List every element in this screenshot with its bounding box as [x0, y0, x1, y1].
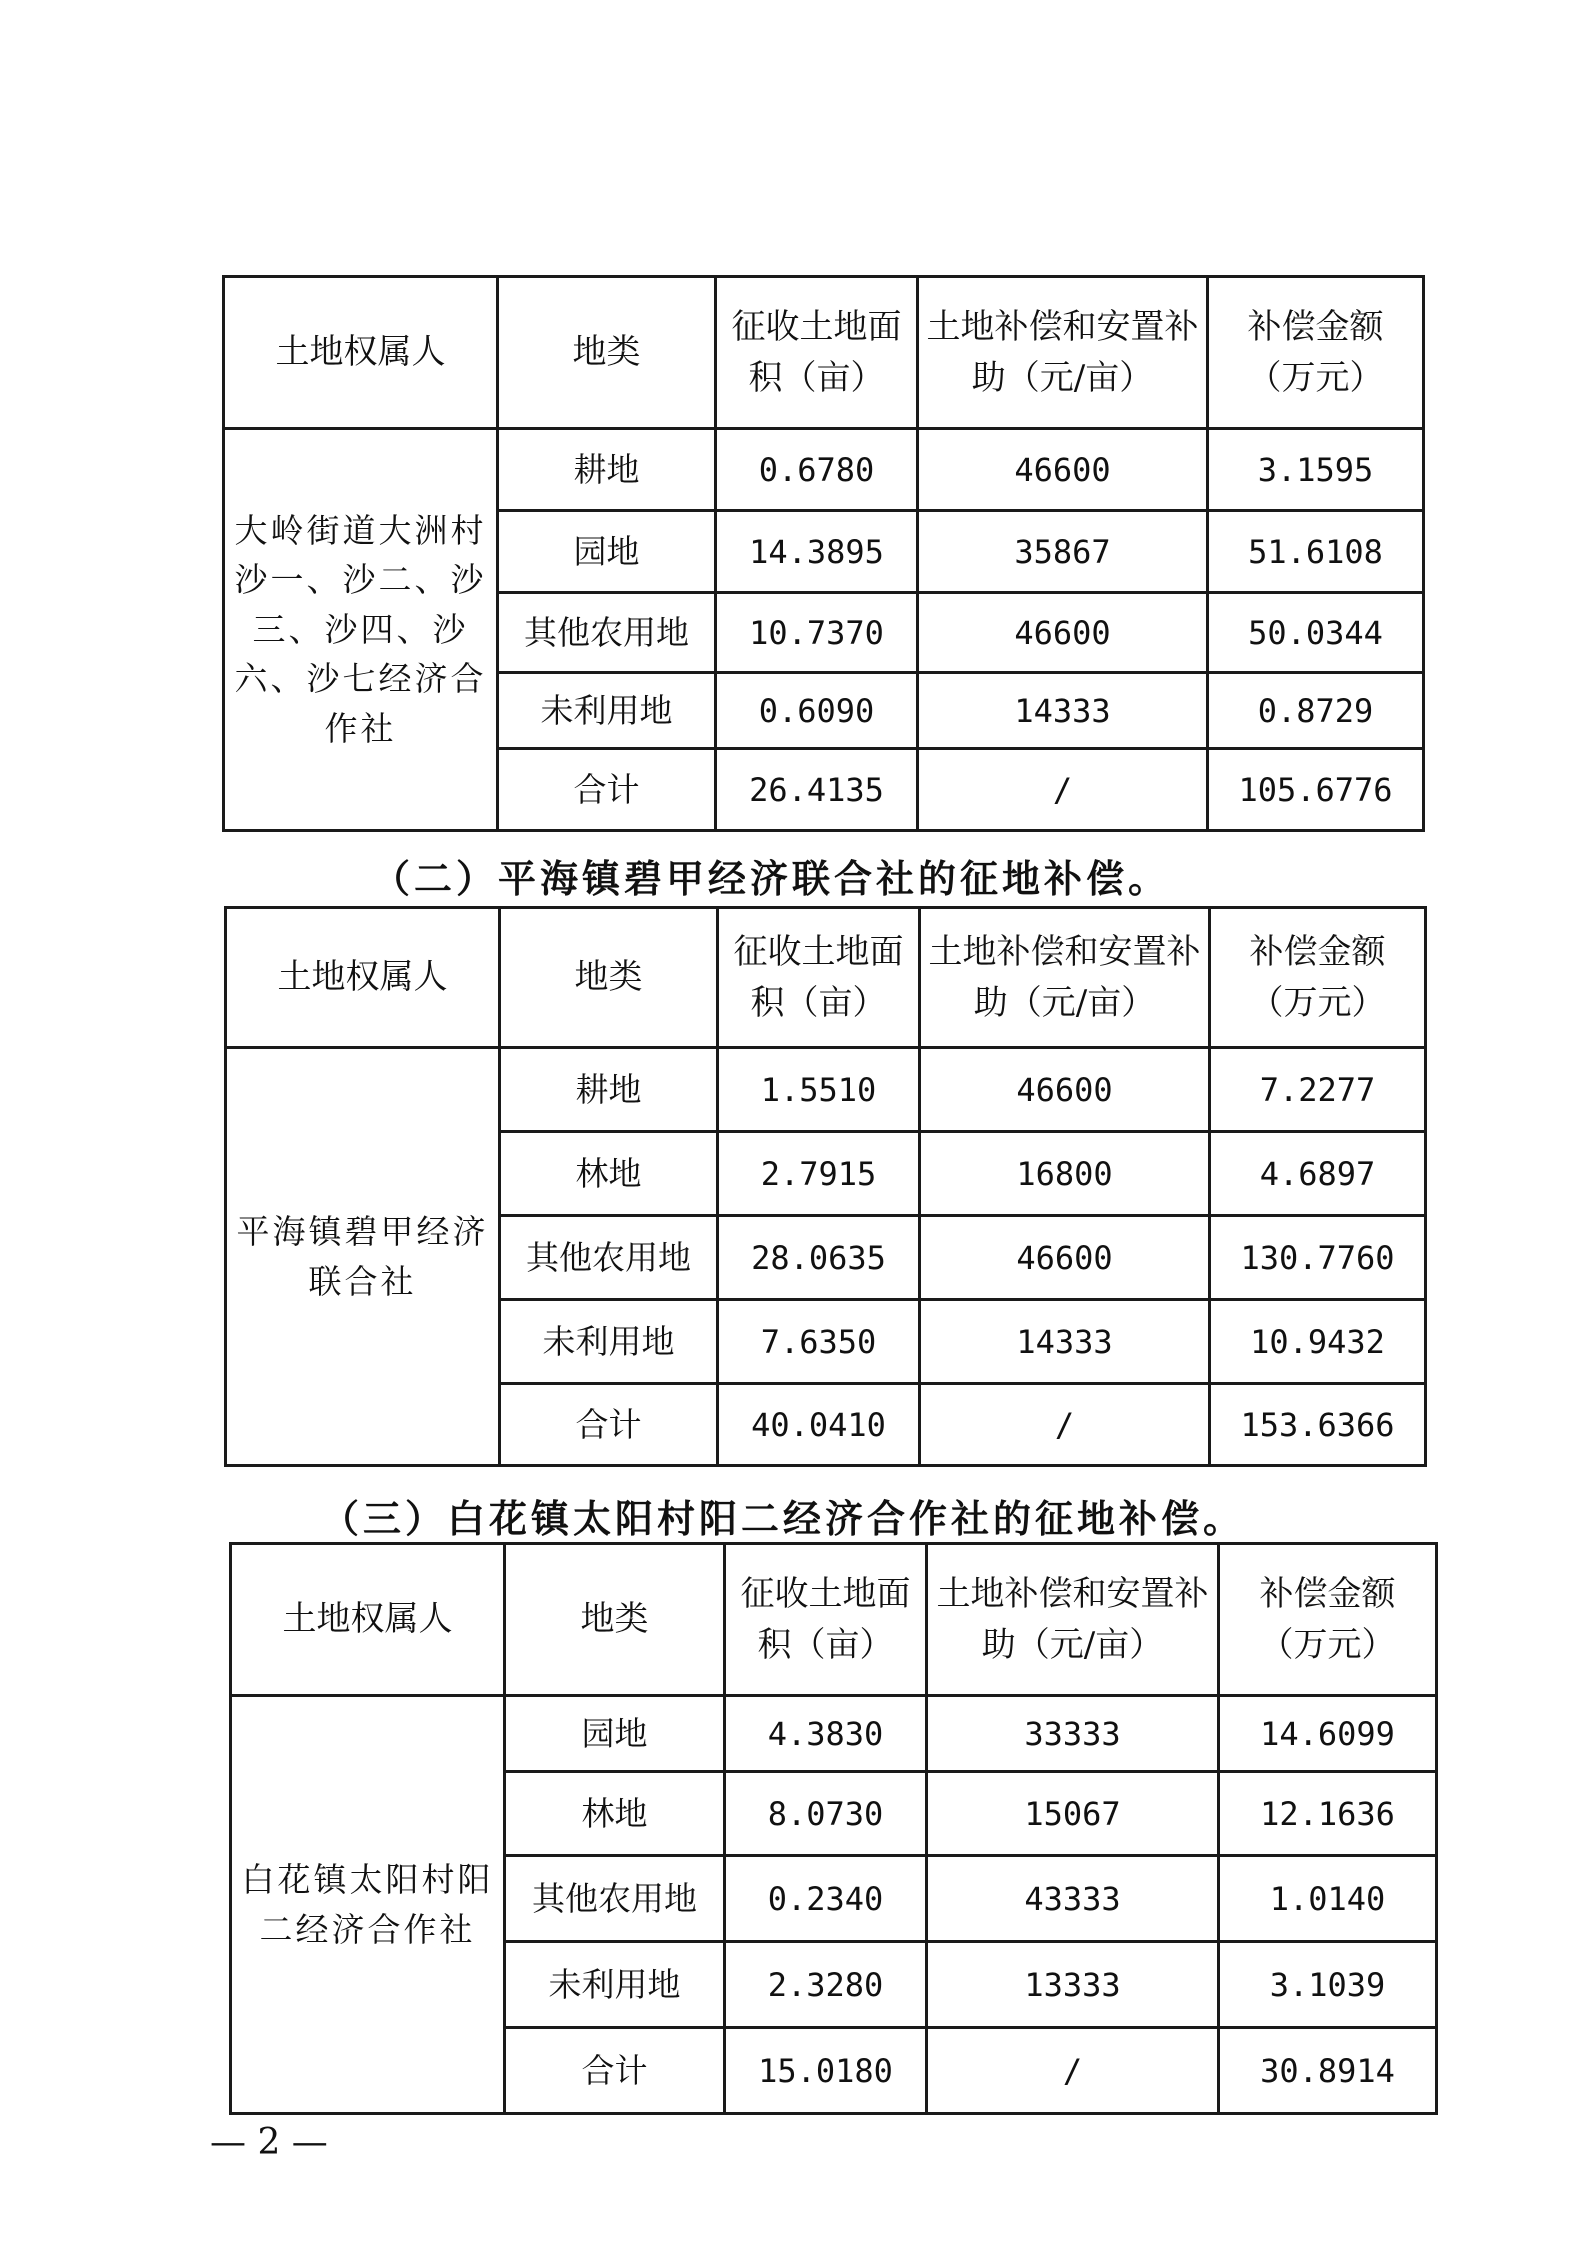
- area: 0.6780: [716, 429, 918, 511]
- land-type: 耕地: [500, 1048, 718, 1132]
- header-amount: 补偿金额（万元）: [1208, 277, 1424, 429]
- rate: 46600: [920, 1216, 1210, 1300]
- header-owner: 土地权属人: [224, 277, 498, 429]
- header-land-type: 地类: [505, 1544, 725, 1696]
- compensation-table-2: [224, 906, 1427, 1467]
- land-owner: 平海镇碧甲经济联合社: [226, 1048, 500, 1466]
- header-owner: 土地权属人: [226, 908, 500, 1048]
- land-type: 合计: [500, 1384, 718, 1466]
- amount: 4.6897: [1210, 1132, 1426, 1216]
- rate: 16800: [920, 1132, 1210, 1216]
- land-type: 林地: [500, 1132, 718, 1216]
- rate: /: [920, 1384, 1210, 1466]
- header-owner: 土地权属人: [231, 1544, 505, 1696]
- land-type: 合计: [498, 749, 716, 831]
- amount: 3.1595: [1208, 429, 1424, 511]
- table-row: [224, 429, 1424, 511]
- land-type: 园地: [498, 511, 716, 593]
- rate: 15067: [927, 1772, 1219, 1856]
- land-type: 合计: [505, 2028, 725, 2114]
- rate: 46600: [920, 1048, 1210, 1132]
- rate: 35867: [918, 511, 1208, 593]
- area: 0.6090: [716, 673, 918, 749]
- header-land-type: 地类: [500, 908, 718, 1048]
- rate: 46600: [918, 429, 1208, 511]
- table-row: [226, 1048, 1426, 1132]
- amount: 153.6366: [1210, 1384, 1426, 1466]
- area: 15.0180: [725, 2028, 927, 2114]
- land-owner: 白花镇太阳村阳二经济合作社: [231, 1696, 505, 2114]
- land-type: 其他农用地: [505, 1856, 725, 1942]
- area: 26.4135: [716, 749, 918, 831]
- land-type: 未利用地: [498, 673, 716, 749]
- header-amount: 补偿金额（万元）: [1210, 908, 1426, 1048]
- section-heading-2: （二）平海镇碧甲经济联合社的征地补偿。: [371, 857, 1170, 901]
- rate: /: [918, 749, 1208, 831]
- area: 7.6350: [718, 1300, 920, 1384]
- area: 2.7915: [718, 1132, 920, 1216]
- rate: 14333: [920, 1300, 1210, 1384]
- rate: 46600: [918, 593, 1208, 673]
- rate: 13333: [927, 1942, 1219, 2028]
- rate: /: [927, 2028, 1219, 2114]
- area: 28.0635: [718, 1216, 920, 1300]
- amount: 14.6099: [1219, 1696, 1437, 1772]
- header-rate: 土地补偿和安置补助（元/亩）: [927, 1544, 1219, 1696]
- page-number: — 2 —: [210, 2122, 328, 2163]
- land-type: 耕地: [498, 429, 716, 511]
- area: 4.3830: [725, 1696, 927, 1772]
- amount: 3.1039: [1219, 1942, 1437, 2028]
- amount: 50.0344: [1208, 593, 1424, 673]
- rate: 33333: [927, 1696, 1219, 1772]
- amount: 10.9432: [1210, 1300, 1426, 1384]
- rate: 14333: [918, 673, 1208, 749]
- amount: 105.6776: [1208, 749, 1424, 831]
- table-row: [231, 1696, 1437, 1772]
- land-owner: 大岭街道大洲村沙一、沙二、沙三、沙四、沙六、沙七经济合作社: [224, 429, 498, 831]
- compensation-table-1: [222, 275, 1425, 832]
- land-type: 其他农用地: [498, 593, 716, 673]
- header-land-type: 地类: [498, 277, 716, 429]
- area: 10.7370: [716, 593, 918, 673]
- area: 14.3895: [716, 511, 918, 593]
- section-heading-3: （三）白花镇太阳村阳二经济合作社的征地补偿。: [320, 1497, 1245, 1541]
- header-area: 征收土地面积（亩）: [725, 1544, 927, 1696]
- rate: 43333: [927, 1856, 1219, 1942]
- land-type: 林地: [505, 1772, 725, 1856]
- amount: 1.0140: [1219, 1856, 1437, 1942]
- header-area: 征收土地面积（亩）: [718, 908, 920, 1048]
- amount: 130.7760: [1210, 1216, 1426, 1300]
- amount: 0.8729: [1208, 673, 1424, 749]
- area: 2.3280: [725, 1942, 927, 2028]
- land-type: 未利用地: [505, 1942, 725, 2028]
- header-area: 征收土地面积（亩）: [716, 277, 918, 429]
- land-type: 其他农用地: [500, 1216, 718, 1300]
- land-type: 未利用地: [500, 1300, 718, 1384]
- area: 8.0730: [725, 1772, 927, 1856]
- header-rate: 土地补偿和安置补助（元/亩）: [920, 908, 1210, 1048]
- area: 40.0410: [718, 1384, 920, 1466]
- land-type: 园地: [505, 1696, 725, 1772]
- area: 1.5510: [718, 1048, 920, 1132]
- area: 0.2340: [725, 1856, 927, 1942]
- header-amount: 补偿金额（万元）: [1219, 1544, 1437, 1696]
- header-rate: 土地补偿和安置补助（元/亩）: [918, 277, 1208, 429]
- amount: 12.1636: [1219, 1772, 1437, 1856]
- amount: 51.6108: [1208, 511, 1424, 593]
- compensation-table-3: [229, 1542, 1438, 2115]
- amount: 7.2277: [1210, 1048, 1426, 1132]
- amount: 30.8914: [1219, 2028, 1437, 2114]
